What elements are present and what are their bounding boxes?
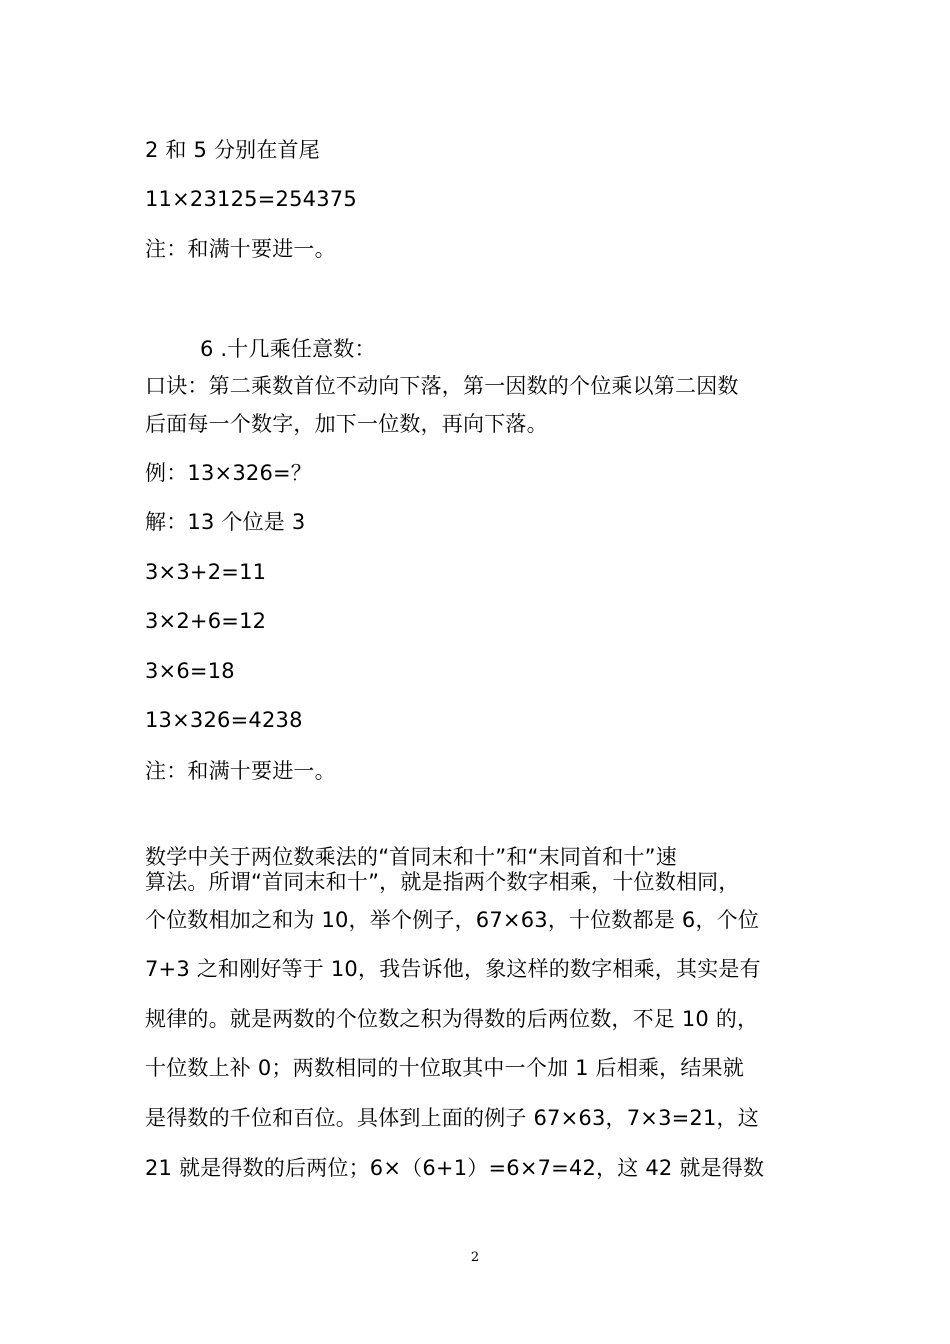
text-line: 个位数相加之和为 10，举个例子，67×63，十位数都是 6，个位 (145, 908, 760, 932)
text-line: 3×2+6=12 (145, 609, 267, 633)
text-line: 例：13×326=？ (145, 461, 312, 485)
text-line: 算法。所谓“首同末和十”，就是指两个数字相乘，十位数相同， (145, 870, 740, 894)
text-line: 注：和满十要进一。 (145, 759, 336, 783)
text-line: 规律的。就是两数的个位数之积为得数的后两位数，不足 10 的， (145, 1007, 759, 1031)
text-line: 十位数上补 0；两数相同的十位取其中一个加 1 后相乘，结果就 (145, 1056, 744, 1080)
text-line: 13×326=4238 (145, 708, 303, 732)
text-line: 是得数的千位和百位。具体到上面的例子 67×63，7×3=21，这 (145, 1106, 759, 1130)
text-line: 21 就是得数的后两位；6×（6+1）=6×7=42，这 42 就是得数 (145, 1156, 765, 1180)
text-line: 2 和 5 分别在首尾 (145, 138, 320, 162)
text-line: 注：和满十要进一。 (145, 237, 336, 261)
text-line: 3×3+2=11 (145, 560, 267, 584)
text-line: 11×23125=254375 (145, 187, 357, 211)
text-line: 解：13 个位是 3 (145, 510, 306, 534)
text-line: 3×6=18 (145, 659, 235, 683)
text-line: 口诀：第二乘数首位不动向下落，第一因数的个位乘以第二因数 (145, 374, 739, 398)
text-line: 数学中关于两位数乘法的“首同末和十”和“末同首和十”速 (145, 845, 677, 869)
section-heading: 6 .十几乘任意数： (200, 337, 376, 361)
text-line: 7+3 之和刚好等于 10，我告诉他，象这样的数字相乘，其实是有 (145, 957, 761, 981)
page-number: 2 (470, 1250, 480, 1265)
text-line: 后面每一个数字，加下一位数，再向下落。 (145, 412, 548, 436)
